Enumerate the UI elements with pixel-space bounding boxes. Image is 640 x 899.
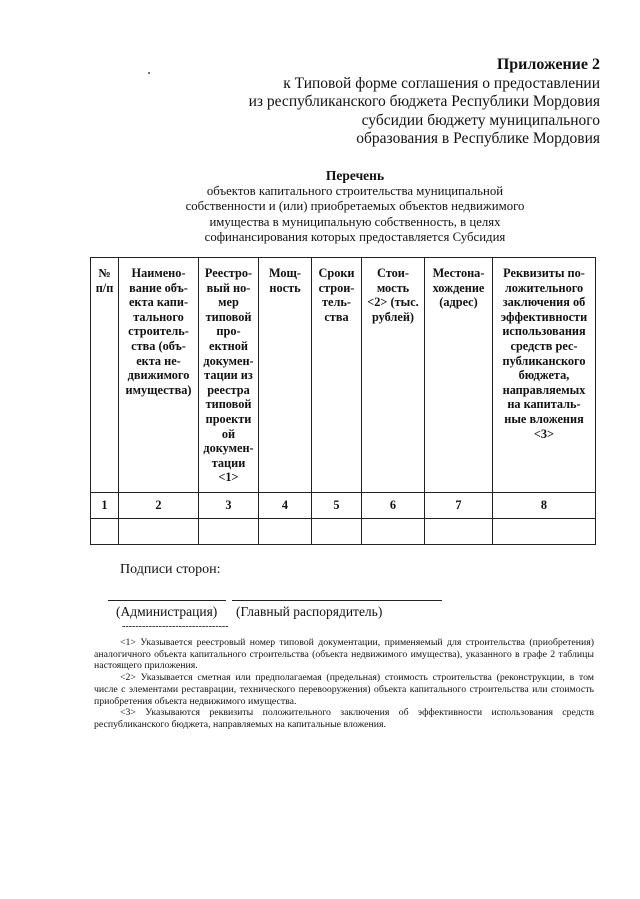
objects-table <box>90 257 596 545</box>
appendix-line: субсидии бюджету муниципального <box>361 111 600 129</box>
footnote-3: <3> Указываются реквизиты положительного заключения об эффективности использования средств республиканского бюджета, направляемых на капитальные вложения. <box>94 707 594 730</box>
column-number-row <box>91 493 596 519</box>
empty-cell <box>425 519 493 545</box>
list-heading <box>130 168 580 246</box>
signature-caption-administration: (Администрация) <box>116 604 218 619</box>
signature-line-chief-manager <box>232 600 442 601</box>
empty-cell <box>312 519 362 545</box>
column-number: 2 <box>119 493 199 519</box>
empty-cell <box>199 519 259 545</box>
column-number: 1 <box>91 493 119 519</box>
footnote-separator: -------------------------------- <box>122 621 229 632</box>
list-subtitle-line: софинансирования которых предоставляется Субсидия <box>204 230 506 244</box>
column-number: 5 <box>312 493 362 519</box>
appendix-title: Приложение 2 <box>496 56 600 73</box>
list-title: Перечень <box>325 168 385 183</box>
column-header-capacity: Мощ- ность <box>259 258 312 493</box>
column-number: 6 <box>362 493 425 519</box>
column-header-cost: Стои- мость <2> (тыс. рублей) <box>362 258 425 493</box>
list-subtitle-line: собственности и (или) приобретаемых объектов недвижимого <box>185 199 525 213</box>
footnote-2: <2> Указывается сметная или предполагаемая (предельная) стоимость строительства (реконструкции, в том числе с элементами реставрации, технического перевооружения) объекта капитального строительства или стоимость приобретения объекта недвижимого имущества. <box>94 672 594 707</box>
column-header-conclusion-details: Реквизиты по- ложительного заключения об эффективности использования средств рес- публиканского бюджета, направляемых на капиталь- ные вложения <3> <box>493 258 596 493</box>
empty-data-row <box>91 519 596 545</box>
column-header-construction-period: Сроки строи- тель- ства <box>312 258 362 493</box>
scan-speck <box>148 72 150 74</box>
column-header-number: № п/п <box>91 258 119 493</box>
appendix-line: к Типовой форме соглашения о предоставлении <box>283 74 600 92</box>
column-header-location: Местона- хождение (адрес) <box>425 258 493 493</box>
footnotes <box>94 637 594 731</box>
list-subtitle-line: имущества в муниципальную собственность, в целях <box>209 214 501 229</box>
column-number: 7 <box>425 493 493 519</box>
column-number: 4 <box>259 493 312 519</box>
appendix-line: из республиканского бюджета Республики Мордовия <box>248 93 600 110</box>
empty-cell <box>91 519 119 545</box>
table-header-row <box>91 258 596 493</box>
footnote-1: <1> Указывается реестровый номер типовой документации, применяемый для строительства (приобретения) аналогичного объекта капитального строительства (объекта недвижимого имущества), указанного в графе 2 таблицы настоящего приложения. <box>94 637 594 672</box>
signature-caption-chief-manager: (Главный распорядитель) <box>236 604 383 619</box>
column-number: 8 <box>493 493 596 519</box>
empty-cell <box>362 519 425 545</box>
empty-cell <box>259 519 312 545</box>
list-subtitle-line: объектов капитального строительства муниципальной <box>206 183 504 198</box>
signature-line-administration <box>108 600 226 601</box>
column-number: 3 <box>199 493 259 519</box>
empty-cell <box>119 519 199 545</box>
appendix-header <box>180 56 600 149</box>
column-header-object-name: Наимено- вание объ- екта капи- тального строитель- ства (объ- екта не- движимого имущества) <box>119 258 199 493</box>
signatures-label: Подписи сторон: <box>120 562 221 577</box>
column-header-registry-number: Реестро- вый но- мер типовой про- ектной докумен- тации из реестра типовой проекти ой докумен- тации <1> <box>199 258 259 493</box>
appendix-line: образования в Республике Мордовия <box>356 130 600 147</box>
empty-cell <box>493 519 596 545</box>
